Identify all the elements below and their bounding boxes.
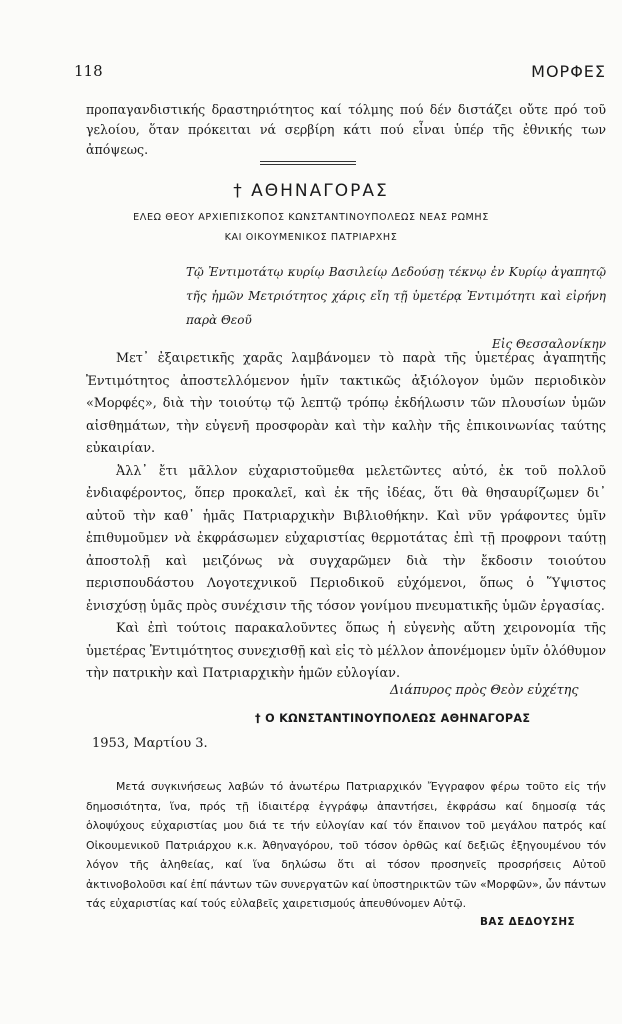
letter-paragraph-3: Καὶ ἐπὶ τούτοις παρακαλοῦντες ὅπως ἡ εὐγενὴς αὕτη χειρονομία τῆς ὑμετέρας Ἐντιμότητος συνεχισθῇ καὶ εἰς τὸ μέλλον ἀπονέμομεν ὑμῖν ὁλόθυμον τὴν πατρικὴν καὶ Πατριαρχικὴν ἡμῶν εὐλογίαν.	[86, 621, 606, 681]
address-text: Τῷ Ἐντιμοτάτῳ κυρίῳ Βασιλείῳ Δεδούσῃ τέκνῳ ἐν Κυρίῳ ἀγαπητῷ τῆς ἡμῶν Μετριότητος χάρις εἴη τῇ ὑμετέρᾳ Ἐντιμότητι καὶ εἰρήνη παρὰ Θεοῦ	[186, 265, 606, 327]
section-divider	[260, 161, 356, 165]
intro-text: προπαγανδιστικής δραστηριότητος καί τόλμης πού δέν διστάζει οὔτε πρό τοῦ γελοίου, ὅταν πρόκειται νά σερβίρη κάτι πού εἶναι ὑπέρ τῆς ἐθνικής των ἀπόψεως.	[86, 102, 606, 157]
letter-paragraph-2: Ἀλλ᾽ ἔτι μᾶλλον εὐχαριστοῦμεθα μελετῶντες αὐτό, ἐκ τοῦ πολλοῦ ἐνδιαφέροντος, ὅπερ προκαλεῖ, καὶ ἐκ τῆς ἰδέας, ὅτι θὰ θησαυρίζωμεν δι᾽ αὐτοῦ τὴν καθ᾽ ἡμᾶς Πατριαρχικὴν Βιβλιοθήκην. Καὶ νῦν γράφοντες ὑμῖν ἐπιθυμοῦμεν νὰ ἐκφράσωμεν εὐχαριστίας θερμοτάτας ἐπὶ τῇ προφρονι ταύτῃ ἀποστολῇ καὶ μειζόνως νὰ συγχαρῶμεν διὰ τὴν ἔκδοσιν τοιούτου περισπουδάστου Λογοτεχνικοῦ Περιοδικοῦ εὐχόμενοι, ὅπως ὁ Ὕψιστος ἐνισχύσῃ ὑμᾶς πρὸς συνέχισιν τῆς τόσον γονίμου πνευματικῆς ὑμῶν ἐργασίας.	[86, 463, 606, 614]
letter-body	[86, 348, 606, 686]
letter-paragraph-1: Μετ᾽ ἐξαιρετικῆς χαρᾶς λαμβάνομεν τὸ παρὰ τῆς ὑμετέρας ἀγαπητῆς Ἐντιμότητος ἀποστελλόμενον ἡμῖν τακτικῶς ἀξιόλογον ὑμῶν περιοδικὸν «Μορφές», διὰ τὴν τοιούτῳ τῷ λεπτῷ τρόπῳ ἐκδήλωσιν τῶν πλουσίων ὑμῶν αἰσθημάτων, τὴν εὐγενῆ προσφορὰν καὶ τὴν καλὴν τῆς ἐπικοινωνίας ταύτης εὐκαιρίαν.	[86, 351, 606, 456]
page-number: 118	[74, 62, 103, 80]
destination: Εἰς Θεσσαλονίκην	[492, 337, 606, 351]
sender-title-line-1: ΕΛΕΩ ΘΕΟΥ ΑΡΧΙΕΠΙΣΚΟΠΟΣ ΚΩΝΣΤΑΝΤΙΝΟΥΠΟΛΕΩΣ ΝΕΑΣ ΡΩΜΗΣ	[133, 212, 489, 223]
salutation: Διάπυρος πρὸς Θεὸν εὐχέτης	[390, 683, 579, 698]
editor-signature: ΒΑΣ ΔΕΔΟΥΣΗΣ	[480, 916, 576, 928]
editor-note-text: Μετά συγκινήσεως λαβών τό ἀνωτέρω Πατριαρχικόν Ἔγγραφον φέρω τοῦτο εἰς τήν δημοσιότητα, ἵνα, πρός τῇ ἰδιαιτέρᾳ ἐγγράφῳ ἀπαντήσει, ἐκφράσω καί δημοσίᾳ τάς ὁλοψύχους εὐχαριστίας μου διά τε τήν εὐλογίαν καί τόν ἔπαινον τοῦ μεγάλου πατρός καί Οἰκουμενικοῦ Πατριάρχου κ.κ. Ἀθηναγόρου, τοῦ τόσον ὀρθῶς καί δεξιῶς ἐξηγουμένου τόν λόγον τῆς ἀληθείας, καί ἵνα δηλώσω ὅτι αἱ τόσον προσηνεῖς προσρήσεις Αὐτοῦ ἀκτινοβολοῦσι καί ἐπί πάντων τῶν συνεργατῶν καί ὑποστηρικτῶν τῶν «Μορφῶν», ὧν πάντων τάς εὐχαριστίας καί τούς εὐλαβεῖς χαιρετισμούς ἀπευθύνομεν Αὐτῷ.	[86, 780, 606, 910]
patriarch-signature: † Ο ΚΩΝΣΤΑΝΤΙΝΟΥΠΟΛΕΩΣ ΑΘΗΝΑΓΟΡΑΣ	[255, 712, 531, 725]
sender-name: † ΑΘΗΝΑΓΟΡΑΣ	[233, 181, 389, 201]
sender-title-line-2: ΚΑΙ ΟΙΚΟΥΜΕΝΙΚΟΣ ΠΑΤΡΙΑΡΧΗΣ	[224, 232, 398, 243]
letter-address	[186, 260, 606, 356]
editor-note	[86, 777, 606, 914]
intro-paragraph	[86, 100, 606, 160]
letter-date: 1953, Μαρτίου 3.	[92, 736, 208, 751]
journal-title: ΜΟΡΦΕΣ	[531, 62, 606, 81]
